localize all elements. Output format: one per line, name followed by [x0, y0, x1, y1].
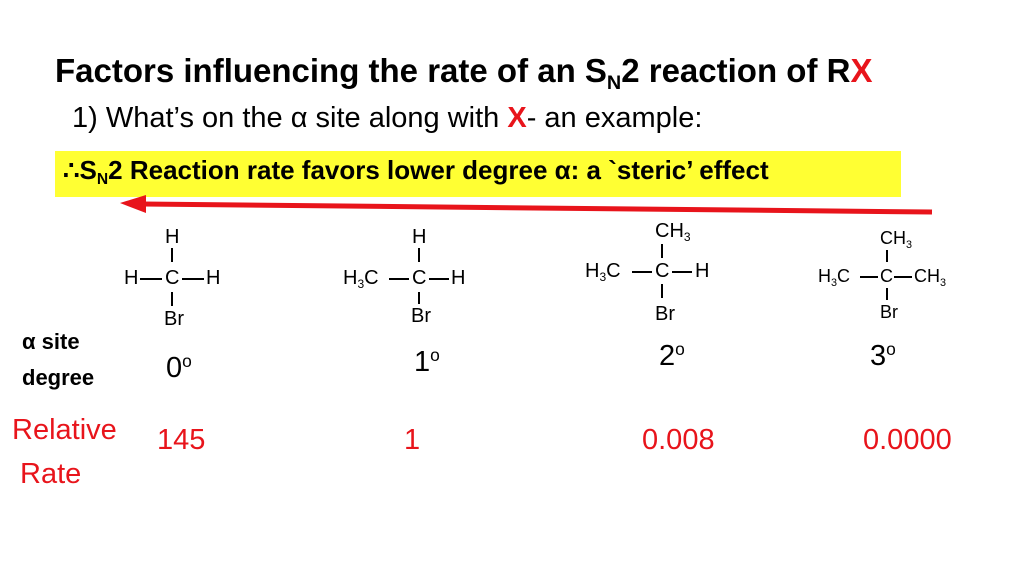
rate-arrow: [110, 188, 940, 220]
conclusion-highlight: $\therefore S_N2$ Reaction rate favors lower degree α: a `steric’ effect: [55, 151, 901, 197]
degree-2: 2$^o$: [659, 339, 685, 372]
line1-x: X: [507, 102, 527, 134]
molecule-secondary: $CH_3$ $H_3C$ C H Br: [585, 220, 710, 325]
degree-3: 3$^o$: [870, 339, 896, 372]
molecule-tertiary: $CH_3$ $H_3C$ C $CH_3$ Br: [818, 228, 947, 322]
rate-value: 145: [157, 424, 206, 456]
rate-value: 1: [404, 424, 421, 456]
subtitle-line: 1) What’s on the α site along with X- an example:: [72, 102, 703, 134]
alpha-site-degree-label: α site degree: [22, 329, 95, 390]
rate-value: 0.0000: [863, 424, 952, 456]
molecule-methyl-bromide: H H C H Br: [124, 226, 221, 330]
degree-0: 0$^o$: [166, 351, 192, 384]
rate-value: 0.008: [642, 424, 715, 456]
title-x: X: [850, 52, 873, 89]
alpha-symbol: α: [290, 102, 308, 134]
therefore-symbol: ∴: [63, 155, 80, 185]
page-title: Factors influencing the rate of an $S_N2$ reaction of RX: [55, 52, 873, 94]
molecule-primary: H $H_3C$ C H Br: [343, 226, 466, 327]
degree-1: 1$^o$: [414, 345, 440, 378]
relative-rate-label: Relative Rate: [12, 414, 117, 490]
